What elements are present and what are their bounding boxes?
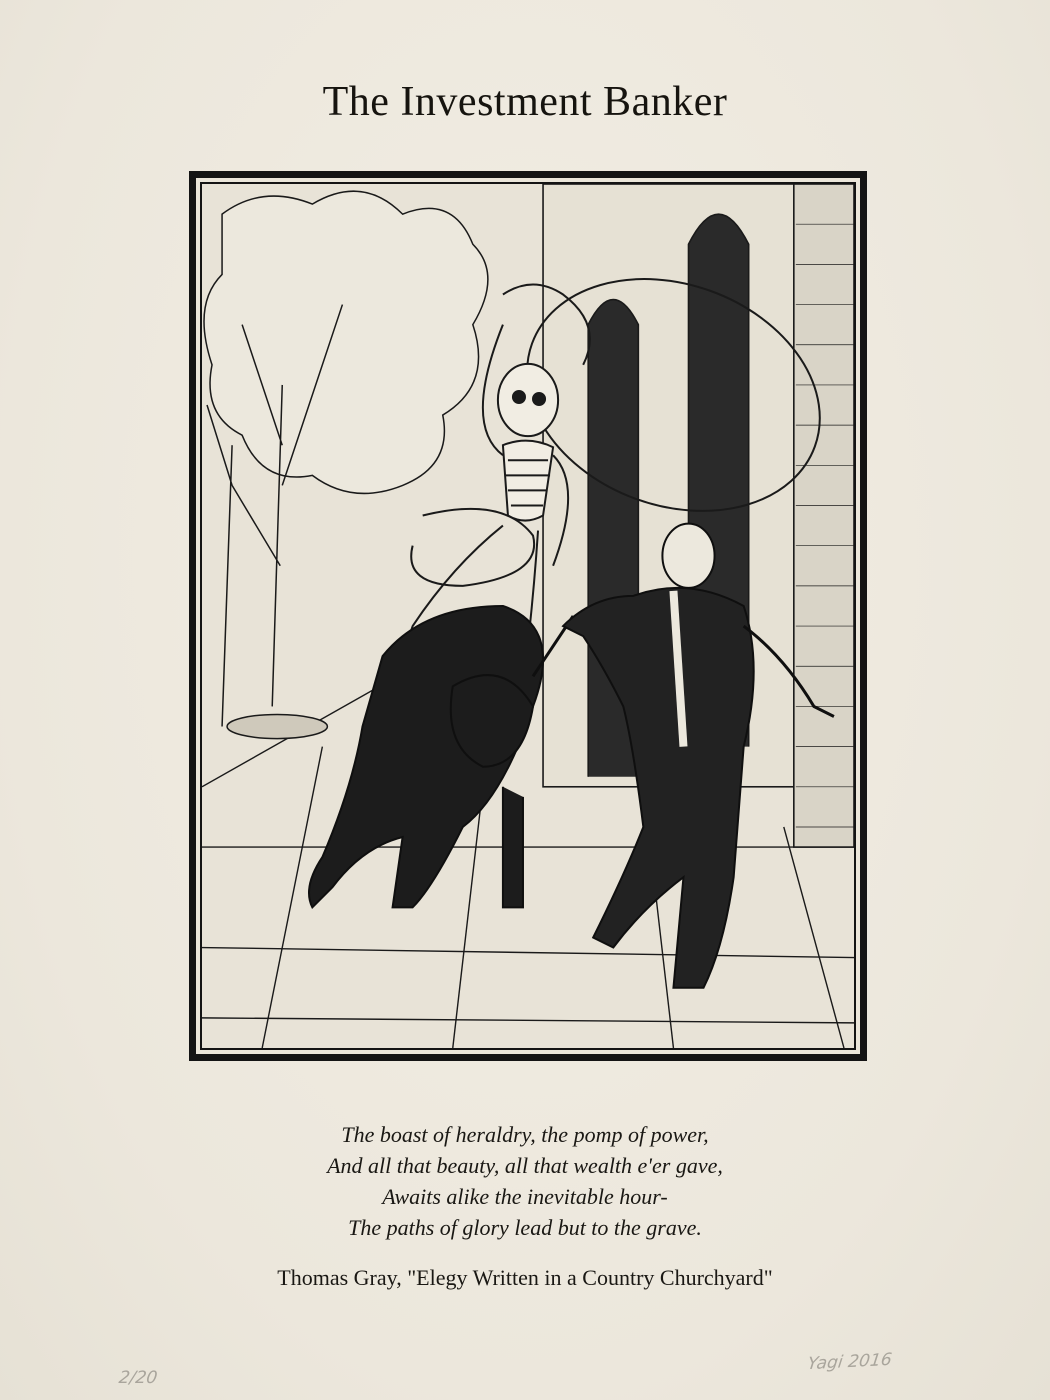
verse-line: Awaits alike the inevitable hour- xyxy=(382,1184,668,1209)
artist-signature: Yagi 2016 xyxy=(806,1349,894,1375)
edition-number: 2/20 xyxy=(117,1368,159,1388)
illustration-mat xyxy=(196,178,860,1054)
bull xyxy=(309,606,573,907)
engraving-image xyxy=(202,184,854,1048)
print-title: The Investment Banker xyxy=(322,79,728,125)
verse-line: And all that beauty, all that wealth e'er gave, xyxy=(327,1153,723,1178)
illustration xyxy=(200,182,856,1050)
illustration-frame xyxy=(189,171,867,1061)
poem-attribution: Thomas Gray, "Elegy Written in a Country Churchyard" xyxy=(277,1265,773,1290)
verse-line: The boast of heraldry, the pomp of power, xyxy=(341,1122,709,1147)
poem-verse xyxy=(0,1119,1050,1243)
verse-line: The paths of glory lead but to the grave. xyxy=(348,1215,702,1240)
